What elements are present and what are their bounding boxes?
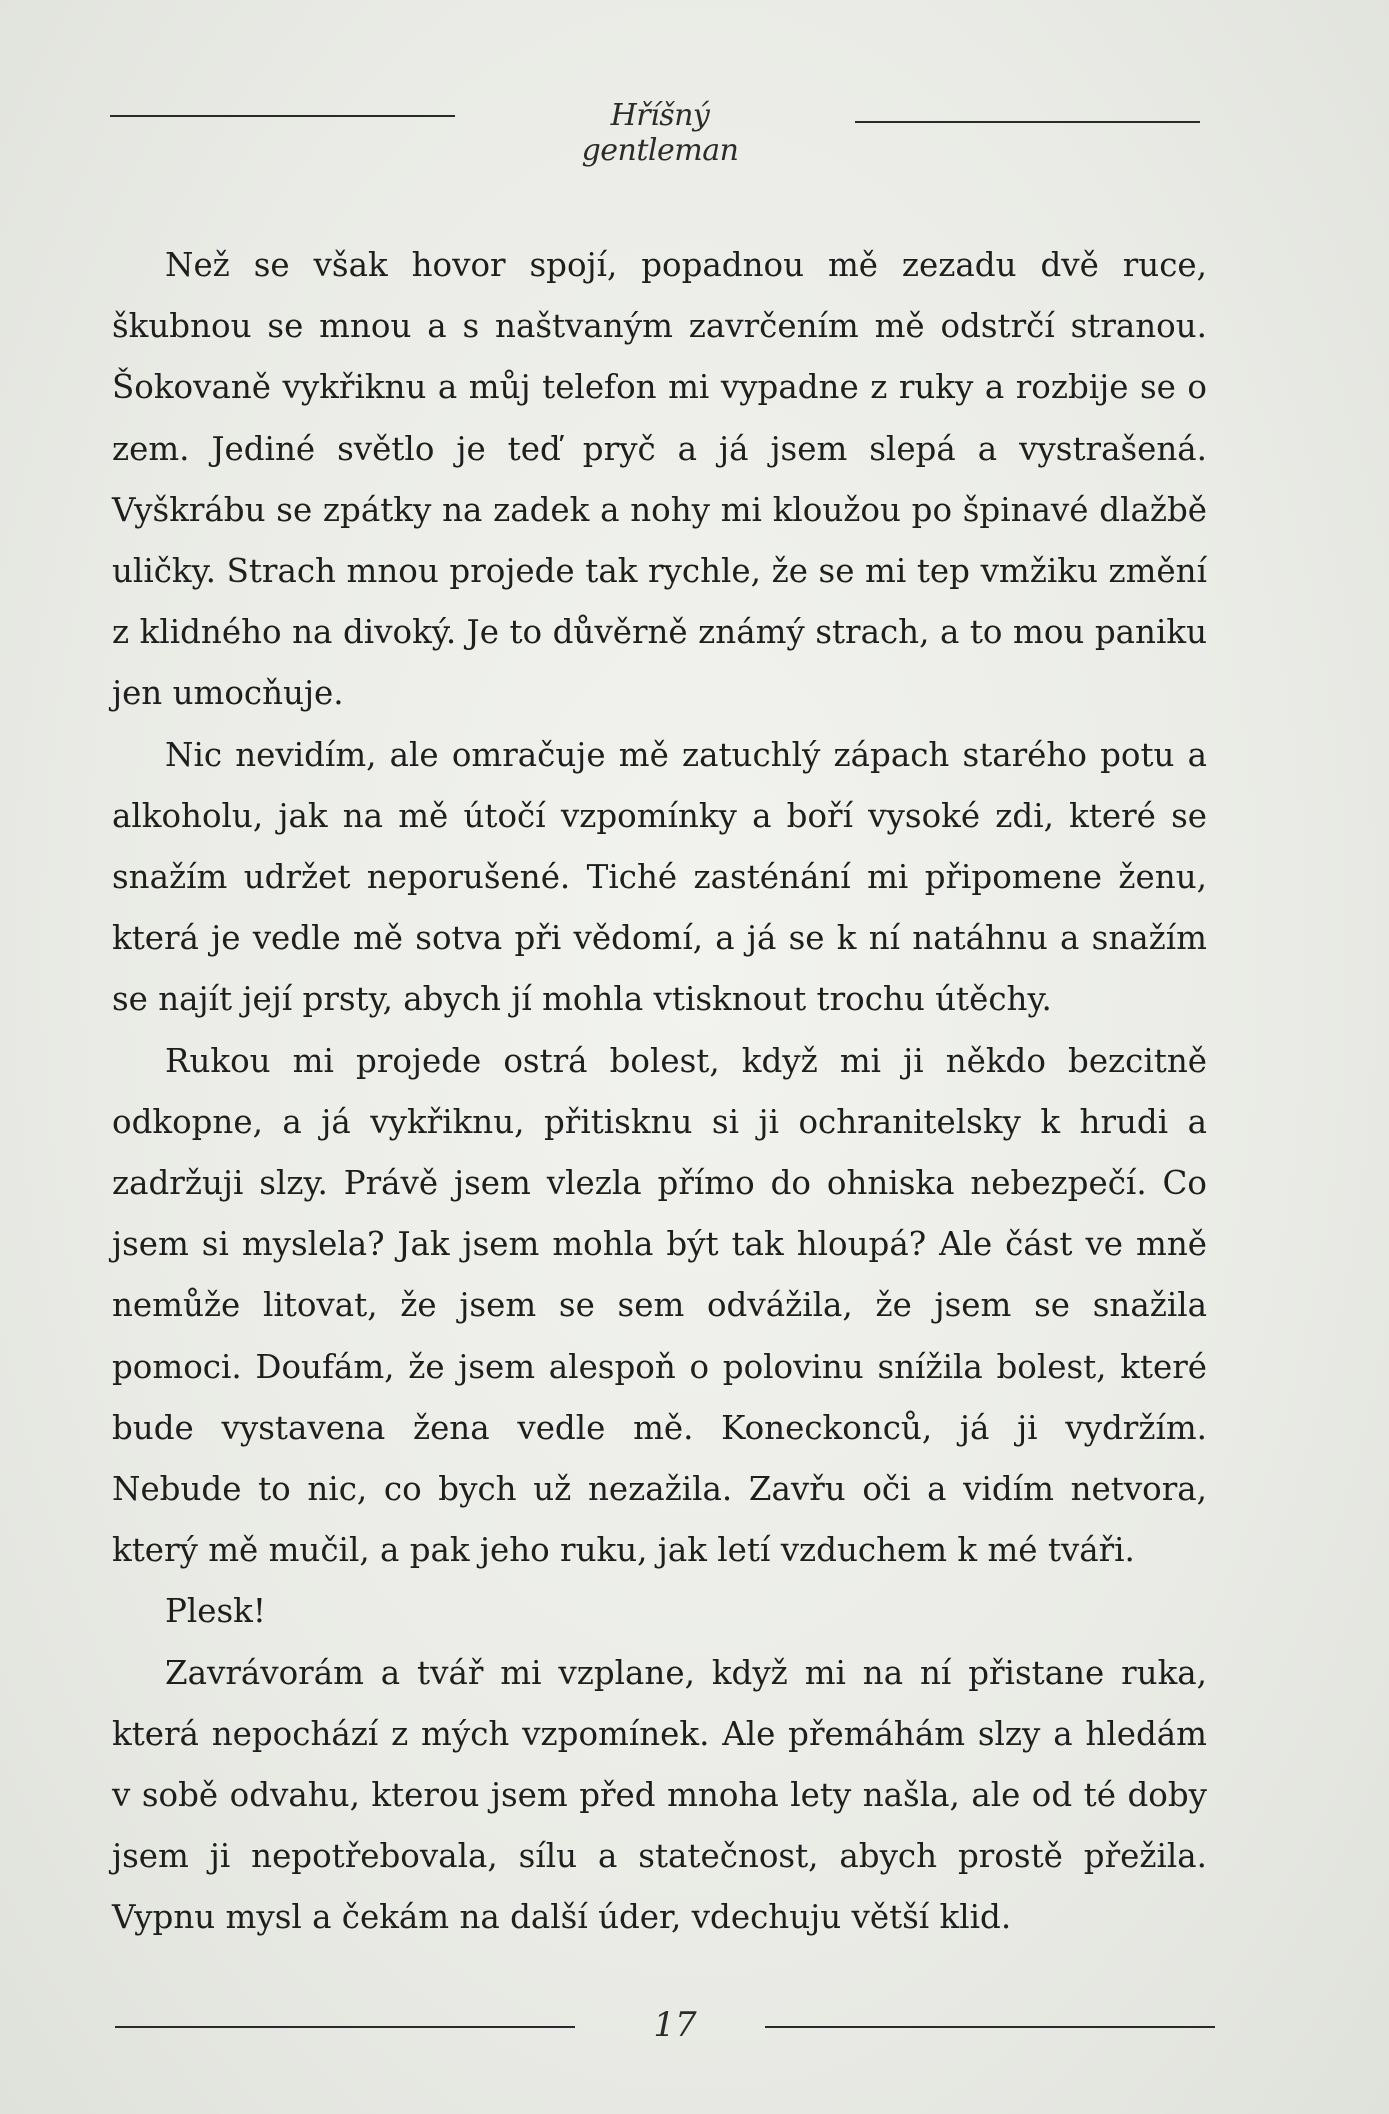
running-title: Hříšný gentleman [581,98,739,168]
header-rule-right [855,121,1200,123]
running-head [110,98,1200,168]
paragraph: Než se však hovor spojí, popadnou mě zezadu dvě ruce, škubnou se mnou a s naštvaným zavrčením mě odstrčí stranou. Šokovaně vykřiknu a můj telefon mi vypadne z ruky a rozbije se o zem. Jediné světlo je teď pryč a já jsem slepá a vystrašená. Vyškrábu se zpátky na zadek a nohy mi kloužou po špinavé dlažbě uličky. Strach mnou projede tak rychle, že se mi tep vmžiku změní z klidného na divoký. Je to důvěrně známý strach, a to mou paniku jen umocňuje. [112,246,1207,713]
body-text [112,235,1207,1949]
footer-rule-right [765,2026,1215,2028]
paragraph: Zavrávorám a tvář mi vzplane, když mi na ní přistane ruka, která nepochází z mých vzpomínek. Ale přemáhám slzy a hledám v sobě odvahu, kterou jsem před mnoha lety našla, ale od té doby jsem ji nepotřebovala, sílu a statečnost, abych prostě přežila. Vypnu mysl a čekám na další úder, vdechuju větší klid. [112,1653,1207,1937]
header-rule-left [110,115,455,117]
paragraph: Rukou mi projede ostrá bolest, když mi ji někdo bezcitně odkopne, a já vykřiknu, přitisknu si ji ochranitelsky k hrudi a zadržuji slzy. Právě jsem vlezla přímo do ohniska nebezpečí. Co jsem si myslela? Jak jsem mohla být tak hloupá? Ale část ve mně nemůže litovat, že jsem se sem odvážila, že jsem se snažila pomoci. Doufám, že jsem alespoň o polovinu snížila bolest, které bude vystavena žena vedle mě. Koneckonců, já ji vydržím. Nebude to nic, co bych už nezažila. Zavřu oči a vidím netvora, který mě mučil, a pak jeho ruku, jak letí vzduchem k mé tváři. [112,1041,1207,1570]
paragraph: Nic nevidím, ale omračuje mě zatuchlý zápach starého potu a alkoholu, jak na mě útočí vzpomínky a boří vysoké zdi, které se snažím udržet neporušené. Tiché zasténání mi připomene ženu, která je vedle mě sotva při vědomí, a já se k ní natáhnu a snažím se najít její prsty, abych jí mohla vtisknout trochu útěchy. [112,735,1207,1019]
page-footer [115,2005,1215,2055]
paragraph: Plesk! [165,1592,266,1631]
page-number: 17 [653,2005,697,2045]
footer-rule-left [115,2026,575,2028]
